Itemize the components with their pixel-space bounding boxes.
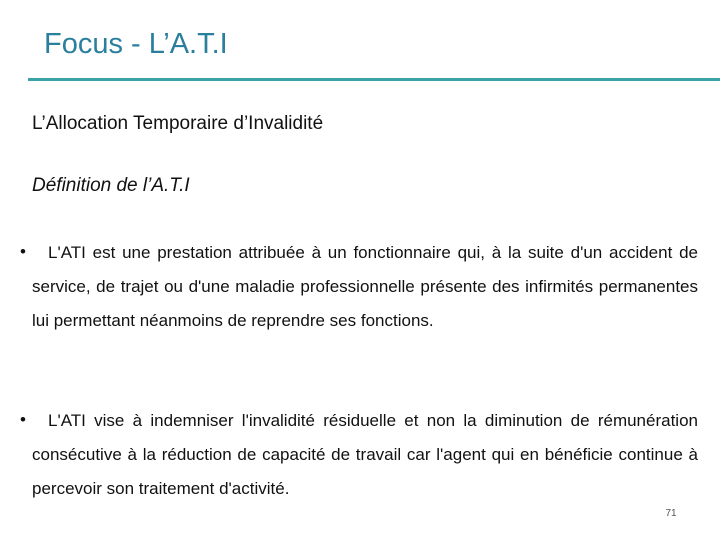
- section-heading: Définition de l’A.T.I: [32, 175, 190, 196]
- slide-title: Focus - L’A.T.I: [44, 28, 228, 60]
- bullet-paragraph-definition: L'ATI est une prestation attribuée à un fonctionnaire qui, à la suite d'un accident de service, de trajet ou d'une maladie professionnelle présente des infirmités permanentes lui permettant néanmoins de reprendre ses fonctions.: [32, 243, 698, 330]
- bullet-icon: •: [20, 410, 26, 429]
- bullet-icon: •: [20, 242, 26, 261]
- bullet-paragraph-purpose: L'ATI vise à indemniser l'invalidité résiduelle et non la diminution de rémunération consécutive à la réduction de capacité de travail car l'agent qui en bénéficie continue à percevoir son traitement d'activité.: [32, 411, 698, 498]
- subtitle: L’Allocation Temporaire d’Invalidité: [32, 113, 324, 134]
- page-number: 71: [665, 508, 677, 519]
- title-divider: [28, 78, 720, 81]
